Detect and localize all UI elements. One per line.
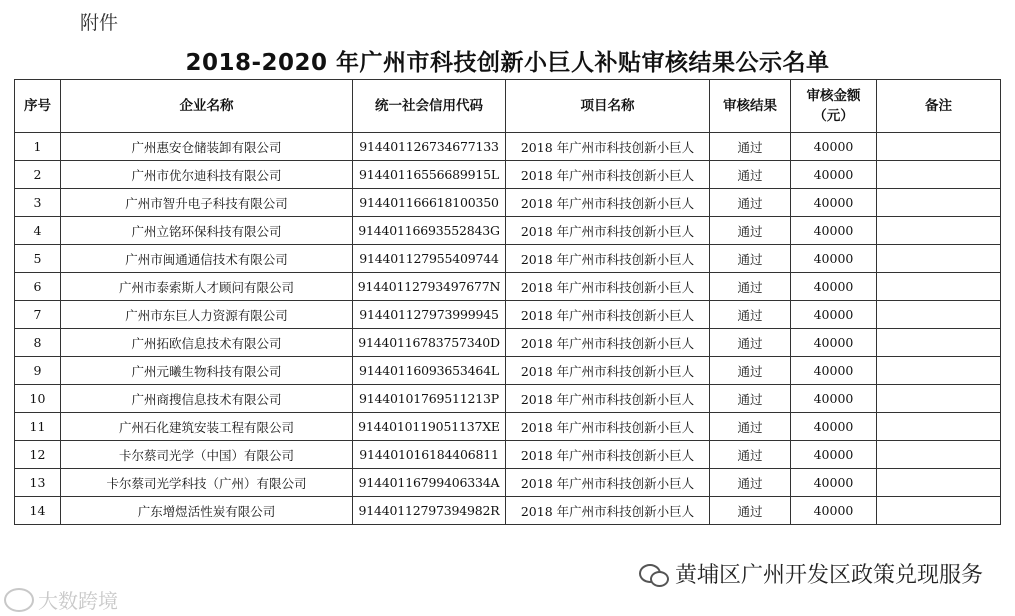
cell-remarks [877,133,1001,161]
header-amount-line1: 审核金额 [806,88,861,104]
header-amount [791,80,877,133]
cell-remarks [877,469,1001,497]
cell-remarks [877,357,1001,385]
cell-project: 2018 年广州市科技创新小巨人 [506,301,710,329]
cell-company: 广州市闽通通信技术有限公司 [61,245,353,273]
cell-amount: 40000 [791,217,877,245]
cell-company: 广州拓欧信息技术有限公司 [61,329,353,357]
cell-amount: 40000 [791,301,877,329]
cell-remarks [877,441,1001,469]
cell-amount: 40000 [791,469,877,497]
cell-company: 广州市智升电子科技有限公司 [61,189,353,217]
cell-result: 通过 [710,133,791,161]
cell-company: 卡尔蔡司光学（中国）有限公司 [61,441,353,469]
cell-credit-code: 91440116693552843G [353,217,506,245]
cell-result: 通过 [710,357,791,385]
cell-remarks [877,329,1001,357]
cell-remarks [877,385,1001,413]
cell-credit-code: 914401126734677133 [353,133,506,161]
cell-amount: 40000 [791,441,877,469]
cell-project: 2018 年广州市科技创新小巨人 [506,133,710,161]
cell-company: 卡尔蔡司光学科技（广州）有限公司 [61,469,353,497]
cell-result: 通过 [710,273,791,301]
table-row [15,329,1001,357]
watermark-text: 大数跨境 [38,589,118,613]
cell-project: 2018 年广州市科技创新小巨人 [506,441,710,469]
table-row [15,497,1001,525]
cell-index: 8 [15,329,61,357]
cell-remarks [877,497,1001,525]
table-row [15,301,1001,329]
cell-credit-code: 9144010119051137XE [353,413,506,441]
cell-project: 2018 年广州市科技创新小巨人 [506,413,710,441]
header-result: 审核结果 [710,80,791,133]
cell-result: 通过 [710,441,791,469]
cell-result: 通过 [710,385,791,413]
cell-result: 通过 [710,245,791,273]
cell-result: 通过 [710,301,791,329]
cell-amount: 40000 [791,385,877,413]
cell-company: 广州市东巨人力资源有限公司 [61,301,353,329]
cell-company: 广州惠安仓储装卸有限公司 [61,133,353,161]
cell-amount: 40000 [791,161,877,189]
cell-index: 3 [15,189,61,217]
cell-company: 广州元曦生物科技有限公司 [61,357,353,385]
table-row [15,161,1001,189]
table-row [15,189,1001,217]
cell-amount: 40000 [791,133,877,161]
results-table [14,79,1001,525]
header-company: 企业名称 [61,80,353,133]
cell-company: 广州立铭环保科技有限公司 [61,217,353,245]
table-row [15,441,1001,469]
header-remarks: 备注 [877,80,1001,133]
table-row [15,273,1001,301]
cell-credit-code: 914401127973999945 [353,301,506,329]
cell-amount: 40000 [791,329,877,357]
cell-remarks [877,161,1001,189]
watermark [4,585,118,614]
cell-remarks [877,273,1001,301]
cell-index: 11 [15,413,61,441]
cell-amount: 40000 [791,497,877,525]
cell-project: 2018 年广州市科技创新小巨人 [506,497,710,525]
cell-result: 通过 [710,497,791,525]
cell-index: 12 [15,441,61,469]
cell-result: 通过 [710,189,791,217]
cell-index: 9 [15,357,61,385]
cell-credit-code: 91440116783757340D [353,329,506,357]
table-row [15,357,1001,385]
cell-project: 2018 年广州市科技创新小巨人 [506,469,710,497]
cell-project: 2018 年广州市科技创新小巨人 [506,161,710,189]
cell-index: 13 [15,469,61,497]
cell-project: 2018 年广州市科技创新小巨人 [506,245,710,273]
cell-result: 通过 [710,413,791,441]
cell-index: 7 [15,301,61,329]
cell-project: 2018 年广州市科技创新小巨人 [506,357,710,385]
header-index: 序号 [15,80,61,133]
cell-index: 4 [15,217,61,245]
cell-result: 通过 [710,329,791,357]
cell-remarks [877,413,1001,441]
attachment-label: 附件 [80,12,119,34]
table-row [15,245,1001,273]
cell-company: 广州石化建筑安装工程有限公司 [61,413,353,441]
footer-brand-text: 黄埔区广州开发区政策兑现服务 [674,563,983,588]
cell-amount: 40000 [791,357,877,385]
header-credit-code: 统一社会信用代码 [353,80,506,133]
table-row [15,133,1001,161]
cell-index: 6 [15,273,61,301]
cell-credit-code: 91440116093653464L [353,357,506,385]
table-row [15,385,1001,413]
table-row [15,217,1001,245]
table-header-row [15,80,1001,133]
table-body [15,133,1001,525]
cell-amount: 40000 [791,273,877,301]
cell-credit-code: 91440112797394982R [353,497,506,525]
cell-index: 14 [15,497,61,525]
cell-project: 2018 年广州市科技创新小巨人 [506,385,710,413]
cell-remarks [877,189,1001,217]
table-row [15,413,1001,441]
header-project: 项目名称 [506,80,710,133]
wechat-icon [639,562,669,586]
cell-credit-code: 91440101769511213P [353,385,506,413]
cell-remarks [877,245,1001,273]
cell-project: 2018 年广州市科技创新小巨人 [506,217,710,245]
cell-credit-code: 914401016184406811 [353,441,506,469]
cell-credit-code: 91440116556689915L [353,161,506,189]
cell-amount: 40000 [791,245,877,273]
watermark-logo-icon [4,588,34,612]
cell-project: 2018 年广州市科技创新小巨人 [506,273,710,301]
cell-result: 通过 [710,161,791,189]
cell-amount: 40000 [791,413,877,441]
cell-credit-code: 91440112793497677N [353,273,506,301]
cell-company: 广东增煜活性炭有限公司 [61,497,353,525]
cell-credit-code: 91440116799406334A [353,469,506,497]
cell-credit-code: 914401166618100350 [353,189,506,217]
document-title: 2018-2020 年广州市科技创新小巨人补贴审核结果公示名单 [185,50,830,76]
cell-index: 1 [15,133,61,161]
cell-company: 广州市泰索斯人才顾问有限公司 [61,273,353,301]
cell-index: 5 [15,245,61,273]
cell-company: 广州市优尔迪科技有限公司 [61,161,353,189]
cell-remarks [877,301,1001,329]
header-amount-line2: （元） [813,108,854,124]
table-row [15,469,1001,497]
cell-amount: 40000 [791,189,877,217]
cell-credit-code: 914401127955409744 [353,245,506,273]
cell-project: 2018 年广州市科技创新小巨人 [506,329,710,357]
cell-remarks [877,217,1001,245]
footer-brand [639,558,983,589]
cell-project: 2018 年广州市科技创新小巨人 [506,189,710,217]
cell-index: 2 [15,161,61,189]
cell-index: 10 [15,385,61,413]
cell-result: 通过 [710,469,791,497]
cell-company: 广州商搜信息技术有限公司 [61,385,353,413]
cell-result: 通过 [710,217,791,245]
